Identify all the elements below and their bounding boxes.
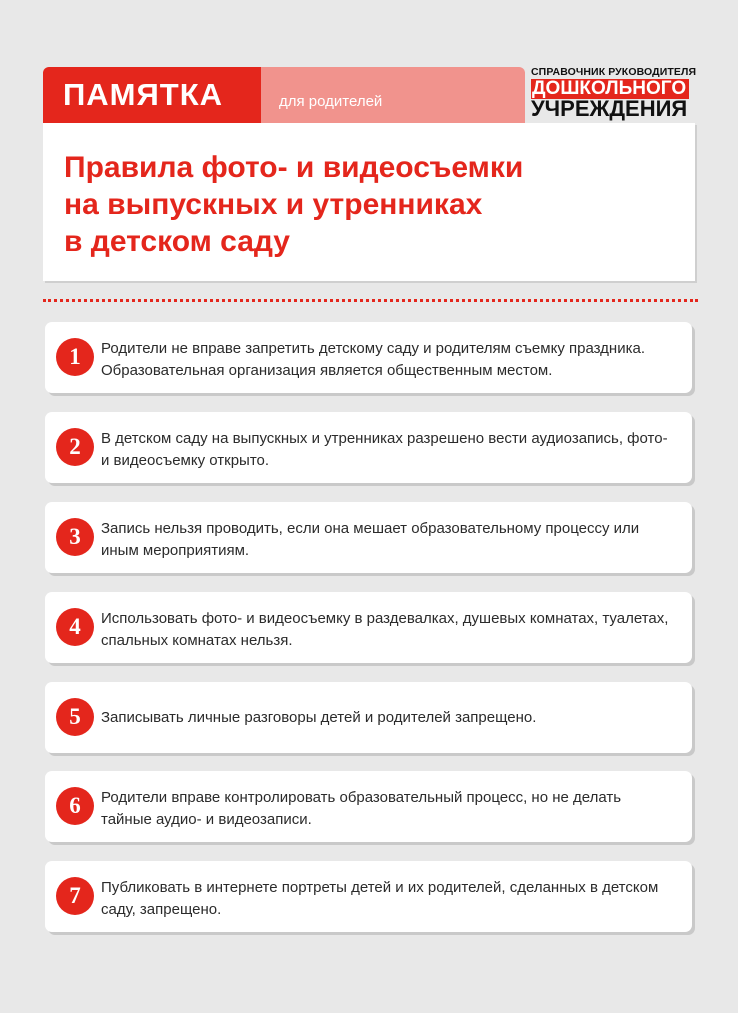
rule-card-2: [45, 412, 692, 483]
rule-text: В детском саду на выпускных и утренниках разрешено вести аудиозапись, фото- и видеосъемку открыто.: [101, 430, 668, 469]
rule-text: Записывать личные разговоры детей и родителей запрещено.: [101, 709, 537, 726]
rule-card-5: [45, 682, 692, 753]
rule-number-badge: 3: [56, 518, 94, 556]
rule-text: Родители вправе контролировать образовательный процесс, но не делать тайные аудио- и видеозаписи.: [101, 789, 622, 828]
rule-card-1: [45, 322, 692, 393]
audience-label: для родителей: [261, 67, 525, 123]
logo-line-3: УЧРЕЖДЕНИЯ: [531, 96, 688, 121]
dotted-divider: [43, 299, 698, 302]
rule-number-badge: 1: [56, 338, 94, 376]
page-title: [64, 149, 664, 260]
rule-card-7: [45, 861, 692, 932]
publication-logo: [531, 66, 696, 122]
title-line-3: в детском саду: [64, 225, 290, 258]
header-bar: [43, 67, 525, 123]
rule-text: Родители не вправе запретить детскому саду и родителям съемку праздника. Образовательная организация является общественным местом.: [101, 340, 645, 379]
rule-text: Публиковать в интернете портреты детей и их родителей, сделанных в детском саду, запрещено.: [101, 879, 659, 918]
rule-number-badge: 6: [56, 787, 94, 825]
rule-card-4: [45, 592, 692, 663]
rule-number-badge: 7: [56, 877, 94, 915]
rule-text: Запись нельзя проводить, если она мешает образовательному процессу или иным мероприятиям.: [101, 520, 640, 559]
rule-number-badge: 5: [56, 698, 94, 736]
rule-number-badge: 4: [56, 608, 94, 646]
title-line-2: на выпускных и утренниках: [64, 188, 483, 221]
logo-line-1: СПРАВОЧНИК РУКОВОДИТЕЛЯ: [531, 66, 697, 78]
rule-number-badge: 2: [56, 428, 94, 466]
rule-card-3: [45, 502, 692, 573]
logo-line-2: ДОШКОЛЬНОГО: [531, 79, 689, 99]
title-line-1: Правила фото- и видеосъемки: [64, 151, 524, 184]
title-card: [43, 123, 695, 281]
memo-badge: ПАМЯТКА: [43, 67, 261, 123]
rule-card-6: [45, 771, 692, 842]
rule-text: Использовать фото- и видеосъемку в раздевалках, душевых комнатах, туалетах, спальных комнатах нельзя.: [101, 610, 669, 649]
